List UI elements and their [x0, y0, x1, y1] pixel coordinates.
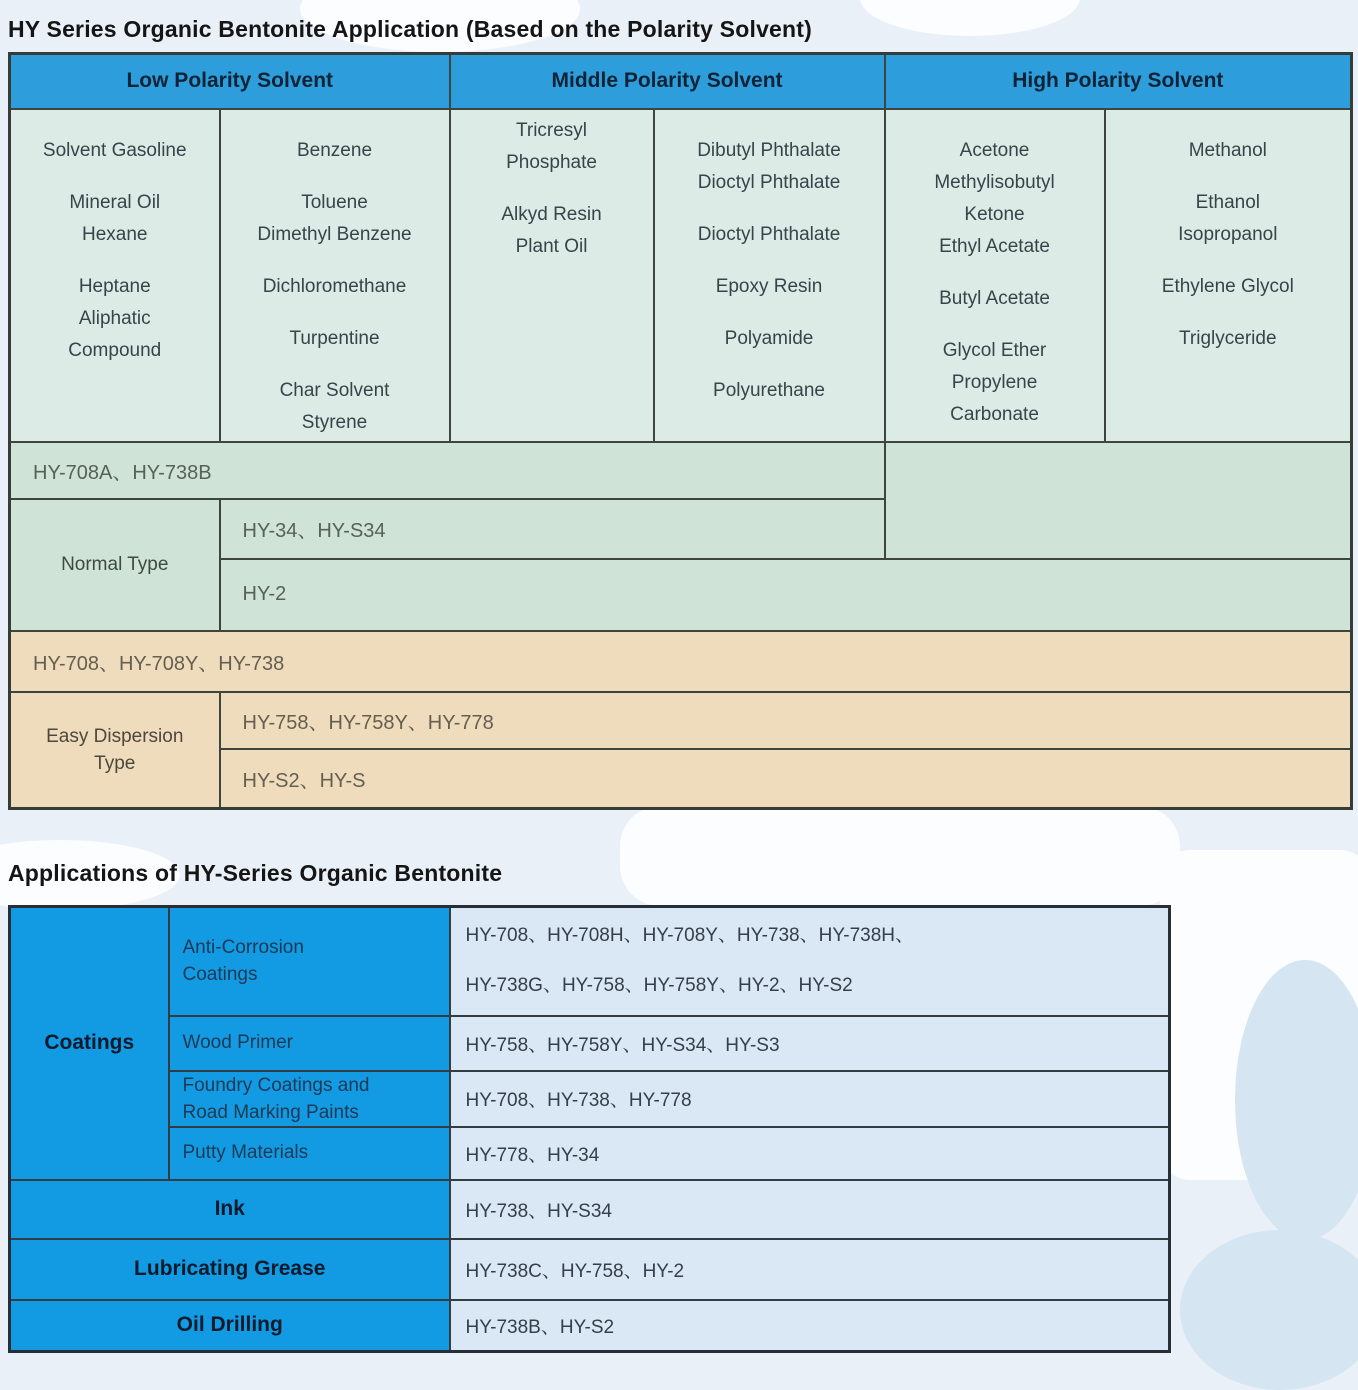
easy-dispersion-type-label [10, 692, 220, 809]
solvent-list-middle-1: Tricresyl Phosphate Alkyd Resin Plant Oil [450, 109, 654, 442]
normal-type-row-hy2: HY-2 [220, 559, 1352, 631]
solvent-list-low-2: Benzene Toluene Dimethyl Benzene Dichloromethane Turpentine Char Solvent Styrene [220, 109, 450, 442]
header-middle-polarity-solvent: Middle Polarity Solvent [450, 54, 885, 109]
sub-wood-primer: Wood Primer [169, 1016, 450, 1071]
category-oil-drilling: Oil Drilling [10, 1300, 450, 1352]
values-lubricating-grease: HY-738C、HY-758、HY-2 [450, 1239, 1170, 1300]
solvent-list-low-1: Solvent Gasoline Mineral Oil Hexane Heptane Aliphatic Compound [10, 109, 220, 442]
normal-type-row-hy34: HY-34、HY-S34 [220, 499, 885, 559]
values-ink: HY-738、HY-S34 [450, 1180, 1170, 1239]
sub-anti-corrosion-coatings: Anti-Corrosion Coatings [169, 907, 450, 1016]
solvent-list-high-1: Acetone Methylisobutyl Ketone Ethyl Acetate Butyl Acetate Glycol Ether Propylene Carbonate [885, 109, 1105, 442]
easy-dispersion-row-hy708: HY-708、HY-708Y、HY-738 [10, 631, 1352, 692]
category-ink: Ink [10, 1180, 450, 1239]
values-oil-drilling: HY-738B、HY-S2 [450, 1300, 1170, 1352]
polarity-solvent-table [8, 52, 1353, 810]
normal-type-row-hy708a: HY-708A、HY-738B [10, 442, 885, 499]
sub-putty-materials: Putty Materials [169, 1127, 450, 1180]
polarity-table-title: HY Series Organic Bentonite Application (Based on the Polarity Solvent) [8, 16, 813, 42]
values-anti-corrosion-coatings: HY-708、HY-708H、HY-708Y、HY-738、HY-738H、 HY-738G、HY-758、HY-758Y、HY-2、HY-S2 [450, 907, 1170, 1016]
empty-cell [885, 442, 1352, 559]
values-putty-materials: HY-778、HY-34 [450, 1127, 1170, 1180]
solvent-list-middle-2: Dibutyl Phthalate Dioctyl Phthalate Dioctyl Phthalate Epoxy Resin Polyamide Polyurethane [654, 109, 885, 442]
values-wood-primer: HY-758、HY-758Y、HY-S34、HY-S3 [450, 1016, 1170, 1071]
sub-foundry-coatings-road-marking: Foundry Coatings and Road Marking Paints [169, 1071, 450, 1127]
header-low-polarity-solvent: Low Polarity Solvent [10, 54, 450, 109]
solvent-list-high-2: Methanol Ethanol Isopropanol Ethylene Glycol Triglyceride [1105, 109, 1352, 442]
category-coatings: Coatings [10, 907, 169, 1180]
header-high-polarity-solvent: High Polarity Solvent [885, 54, 1352, 109]
values-foundry-coatings: HY-708、HY-738、HY-778 [450, 1071, 1170, 1127]
category-lubricating-grease: Lubricating Grease [10, 1239, 450, 1300]
applications-table-title: Applications of HY-Series Organic Bentonite [8, 860, 503, 886]
easy-dispersion-row-hys2: HY-S2、HY-S [220, 749, 1352, 809]
easy-dispersion-row-hy758: HY-758、HY-758Y、HY-778 [220, 692, 1352, 749]
easy-dispersion-type-label-text: Easy Dispersion Type [46, 725, 184, 774]
normal-type-label: Normal Type [10, 499, 220, 631]
applications-table [8, 905, 1171, 1353]
